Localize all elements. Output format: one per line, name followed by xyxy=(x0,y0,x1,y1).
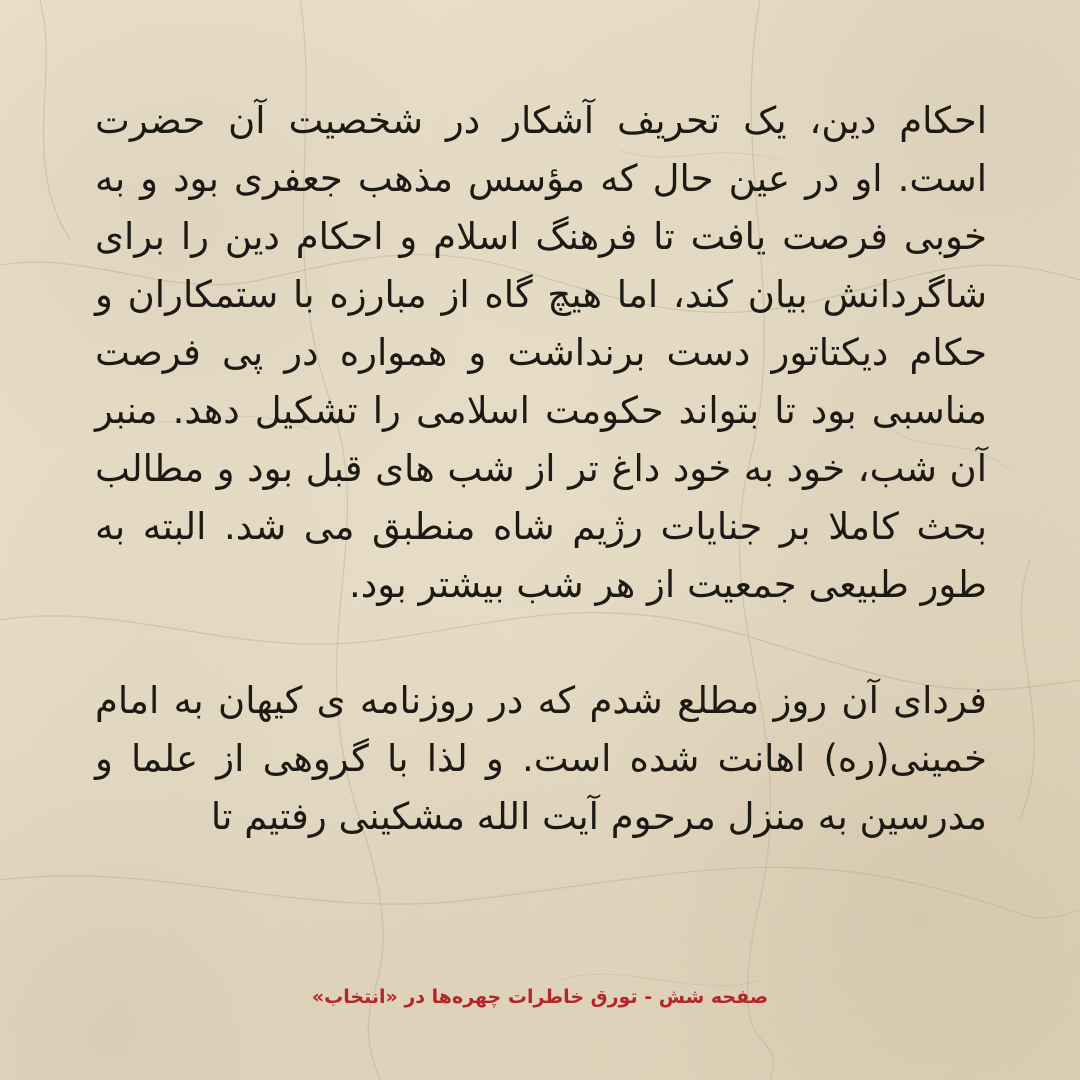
document-body xyxy=(95,92,987,846)
paragraph-2: فردای آن روز مطلع شدم که در روزنامه ی کیهان به امام خمینی(ره) اهانت شده است. و لذا با گروهی از علما و مدرسین به منزل مرحوم آیت الله مشکینی رفتیم تا xyxy=(95,679,987,838)
source-caption: صفحه شش - تورق خاطرات چهره‌ها در «انتخاب» xyxy=(311,986,769,1008)
paragraph-spacer xyxy=(95,614,987,672)
paragraph-1: احکام دین، یک تحریف آشکار در شخصیت آن حضرت است. او در عین حال که مؤسس مذهب جعفری بود و به خوبی فرصت یافت تا فرهنگ اسلام و احکام دین را برای شاگردانش بیان کند، اما هیچ گاه از مبارزه با ستمکاران و حکام دیکتاتور دست برنداشت و همواره در پی فرصت مناسبی بود تا بتواند حکومت اسلامی را تشکیل دهد. منبر آن شب، خود به خود داغ تر از شب های قبل بود و مطالب بحث کاملا بر جنایات رژیم شاه منطبق می شد. البته به طور طبیعی جمعیت از هر شب بیشتر بود. xyxy=(95,99,987,606)
